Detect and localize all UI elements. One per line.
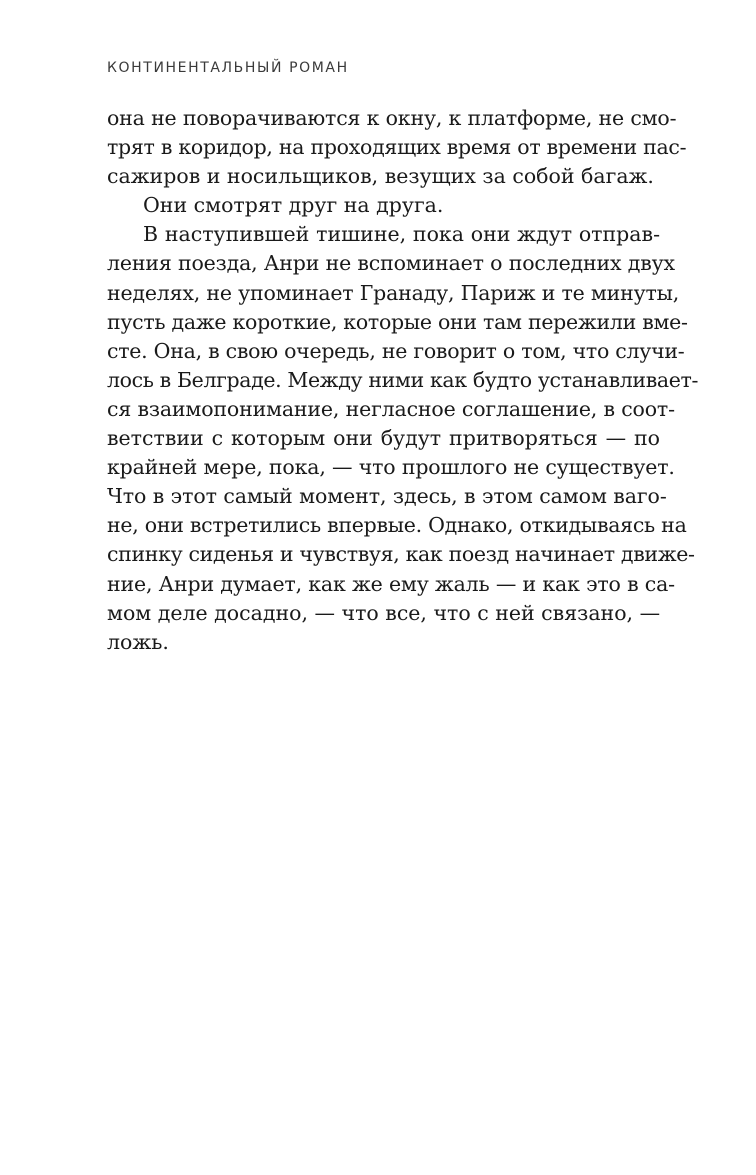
body-text bbox=[107, 104, 699, 657]
text-line: неделях, не упоминает Гранаду, Париж и те минуты, bbox=[107, 280, 680, 305]
text-line: ветствии с которым они будут притворяться — по bbox=[107, 426, 660, 451]
text-line: В наступившей тишине, пока они ждут отправ- bbox=[143, 222, 660, 247]
running-head: КОНТИНЕНТАЛЬНЫЙ РОМАН bbox=[107, 60, 349, 76]
text-line: лось в Белграде. Между ними как будто устанавливает- bbox=[107, 367, 699, 392]
text-line: сте. Она, в свою очередь, не говорит о том, что случи- bbox=[107, 338, 685, 363]
text-line: ся взаимопонимание, негласное соглашение, в соот- bbox=[107, 396, 675, 421]
text-line: Что в этот самый момент, здесь, в этом самом ваго- bbox=[107, 484, 667, 509]
paragraph bbox=[107, 191, 660, 220]
text-line: спинку сиденья и чувствуя, как поезд начинает движе- bbox=[107, 542, 695, 567]
text-line: пусть даже короткие, которые они там пережили вме- bbox=[107, 309, 688, 334]
paragraph bbox=[107, 104, 687, 191]
text-line: ние, Анри думает, как же ему жаль — и как это в са- bbox=[107, 571, 675, 596]
text-line: сажиров и носильщиков, везущих за собой багаж. bbox=[107, 164, 654, 189]
text-line: трят в коридор, на проходящих время от времени пас- bbox=[107, 135, 687, 160]
text-line: мом деле досадно, — что все, что с ней связано, — bbox=[107, 600, 661, 625]
text-line: крайней мере, пока, — что прошлого не существует. bbox=[107, 455, 675, 480]
text-line: не, они встретились впервые. Однако, откидываясь на bbox=[107, 513, 687, 538]
text-line: ления поезда, Анри не вспоминает о последних двух bbox=[107, 251, 675, 276]
text-line: ложь. bbox=[107, 629, 169, 654]
paragraph bbox=[107, 220, 699, 656]
text-line: она не поворачиваются к окну, к платформе, не смо- bbox=[107, 106, 677, 130]
text-line: Они смотрят друг на друга. bbox=[143, 193, 444, 218]
